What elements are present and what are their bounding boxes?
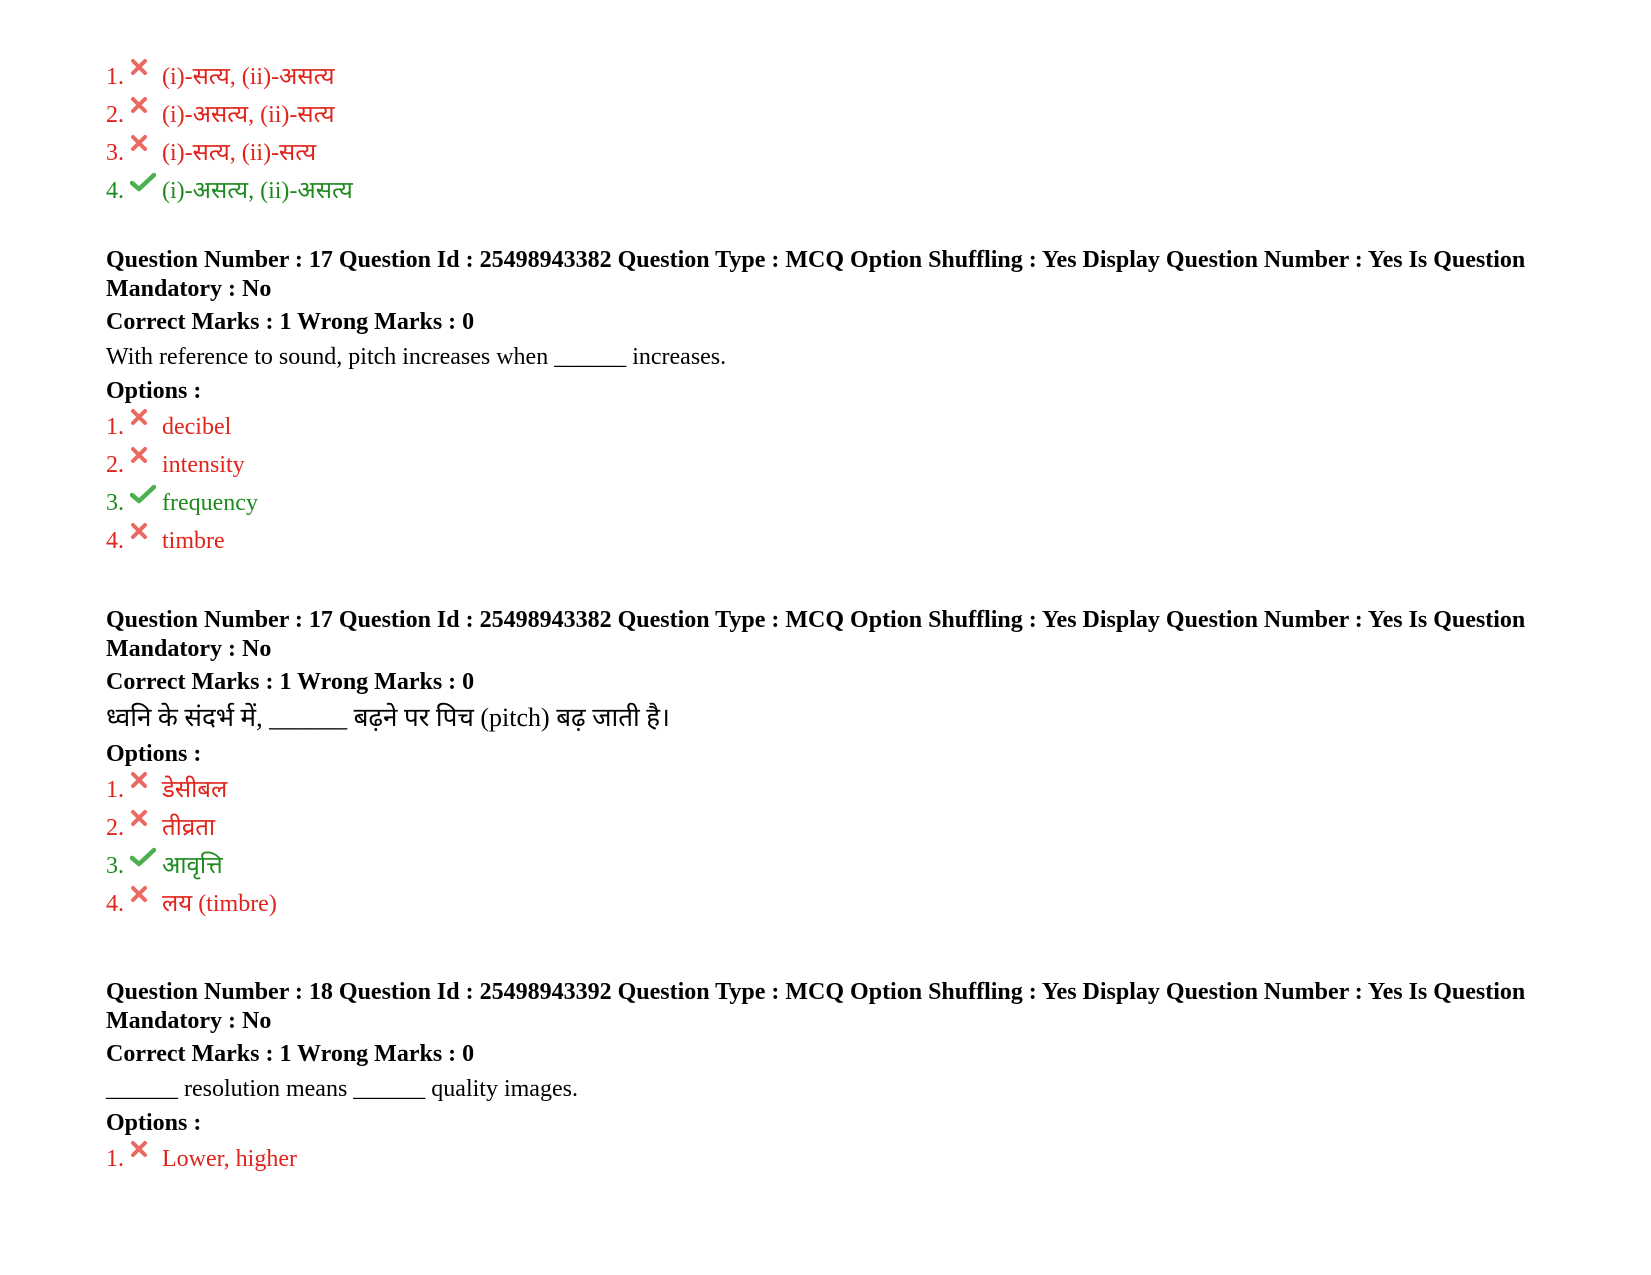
cross-icon (130, 96, 156, 122)
option-text: timbre (162, 528, 225, 554)
option-number: 3. (106, 853, 124, 879)
option-text: decibel (162, 414, 232, 440)
question-block (106, 606, 1546, 923)
check-icon (130, 172, 156, 198)
option-number: 3. (106, 140, 124, 166)
question-text: With reference to sound, pitch increases when ______ increases. (106, 344, 727, 370)
cross-icon (130, 771, 156, 797)
option-text: (i)-सत्य, (ii)-सत्य (162, 140, 317, 166)
option-number: 4. (106, 178, 124, 204)
question-meta: Question Number : 17 Question Id : 25498943382 Question Type : MCQ Option Shuffling : Yes Display Question Number : Yes Is Question Mandatory : No (106, 247, 1526, 302)
cross-icon (130, 809, 156, 835)
option-row (106, 885, 1546, 923)
check-icon (130, 847, 156, 873)
option-text: intensity (162, 452, 245, 478)
option-row (106, 446, 1546, 484)
cross-icon (130, 134, 156, 160)
question-marks: Correct Marks : 1 Wrong Marks : 0 (106, 1041, 475, 1067)
question-marks: Correct Marks : 1 Wrong Marks : 0 (106, 669, 475, 695)
option-number: 2. (106, 452, 124, 478)
option-row (106, 96, 1546, 134)
option-number: 1. (106, 1146, 124, 1172)
cross-icon (130, 58, 156, 84)
question-meta: Question Number : 18 Question Id : 25498943392 Question Type : MCQ Option Shuffling : Yes Display Question Number : Yes Is Question Mandatory : No (106, 979, 1526, 1034)
option-number: 1. (106, 64, 124, 90)
options-label: Options : (106, 1110, 202, 1136)
option-text: तीव्रता (162, 815, 216, 841)
cross-icon (130, 408, 156, 434)
option-number: 1. (106, 414, 124, 440)
option-row (106, 847, 1546, 885)
options-label: Options : (106, 741, 202, 767)
option-number: 4. (106, 891, 124, 917)
options-list (106, 408, 1546, 560)
options-list (106, 771, 1546, 923)
option-text: Lower, higher (162, 1146, 297, 1172)
question-block (106, 978, 1546, 1178)
options-label: Options : (106, 378, 202, 404)
option-row (106, 809, 1546, 847)
option-row (106, 522, 1546, 560)
option-text: frequency (162, 490, 258, 516)
option-number: 2. (106, 815, 124, 841)
question-marks: Correct Marks : 1 Wrong Marks : 0 (106, 309, 475, 335)
option-row (106, 1140, 1546, 1178)
option-text: लय (timbre) (162, 891, 277, 917)
question-text: ______ resolution means ______ quality images. (106, 1076, 578, 1102)
option-text: (i)-सत्य, (ii)-असत्य (162, 64, 335, 90)
option-text: (i)-असत्य, (ii)-असत्य (162, 178, 353, 204)
cross-icon (130, 885, 156, 911)
option-row (106, 134, 1546, 172)
option-number: 2. (106, 102, 124, 128)
option-number: 1. (106, 777, 124, 803)
option-row (106, 771, 1546, 809)
option-row (106, 408, 1546, 446)
question-block (106, 246, 1546, 560)
cross-icon (130, 522, 156, 548)
option-number: 3. (106, 490, 124, 516)
question-meta: Question Number : 17 Question Id : 25498943382 Question Type : MCQ Option Shuffling : Yes Display Question Number : Yes Is Question Mandatory : No (106, 607, 1526, 662)
option-row (106, 484, 1546, 522)
option-text: आवृत्ति (162, 853, 223, 879)
option-row (106, 58, 1546, 96)
option-text: डेसीबल (162, 777, 228, 803)
check-icon (130, 484, 156, 510)
question-text: ध्वनि के संदर्भ में, ______ बढ़ने पर पिच (pitch) बढ़ जाती है। (106, 703, 670, 732)
cross-icon (130, 1140, 156, 1166)
option-number: 4. (106, 528, 124, 554)
options-list (106, 1140, 1546, 1178)
prev-options-list (106, 58, 1546, 210)
cross-icon (130, 446, 156, 472)
option-text: (i)-असत्य, (ii)-सत्य (162, 102, 335, 128)
option-row (106, 172, 1546, 210)
